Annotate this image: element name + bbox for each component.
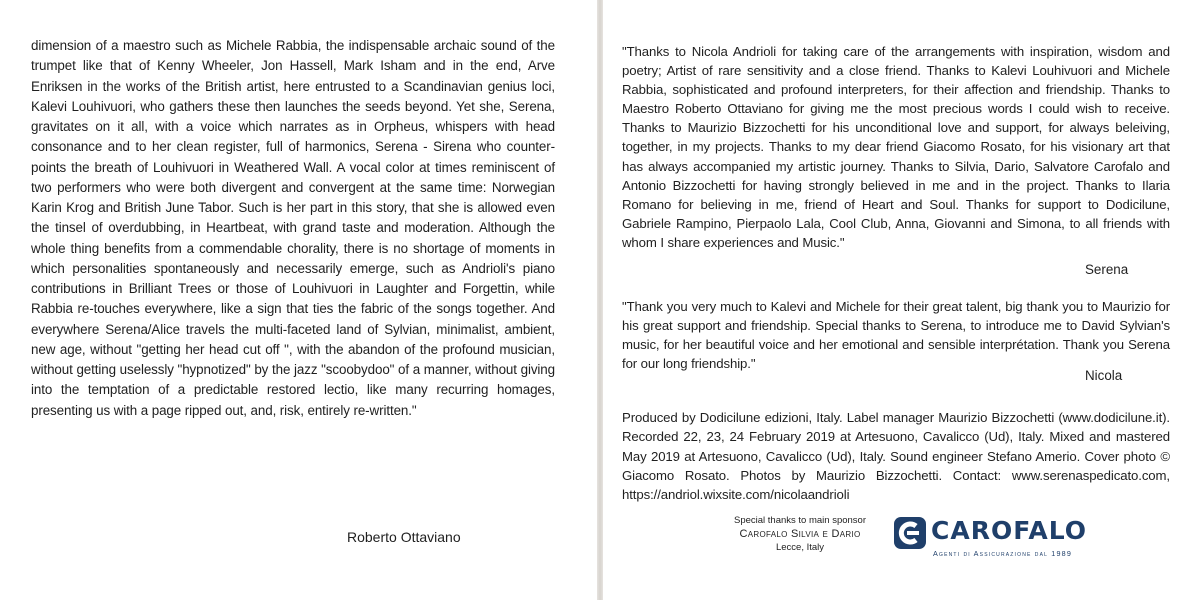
logo-name: CAROFALO — [931, 516, 1088, 545]
sponsor-line-3: Lecce, Italy — [775, 542, 825, 553]
carofalo-logo — [893, 516, 1193, 566]
signature-serena: Serena — [1085, 262, 1129, 277]
essay-signature: Roberto Ottaviano — [347, 529, 461, 545]
sponsor-line-1: Special thanks to main sponsor — [733, 515, 867, 526]
production-credits: Produced by Dodicilune edizioni, Italy. Label manager Maurizio Bizzochetti (www.dodicilune.it). Recorded 22, 23, 24 February 2019 at Artesuono, Cavalicco (Ud), Italy. Mixed and mastered May 2019 at Artesuono, Cavalicco (Ud), Italy. Sound engineer Stefano Amerio. Cover photo © Giacomo Rosato. Photos by Maurizio Bizzochetti. Contact: www.serenaspedicato.com, https://andriol.wixsite.com/nicolaandrioli — [622, 410, 1170, 503]
sponsor-note — [700, 514, 900, 555]
signature-nicola: Nicola — [1085, 368, 1123, 383]
thanks-quote-serena: "Thanks to Nicola Andrioli for taking care of the arrangements with inspiration, wisdom and poetry; Artist of rare sensitivity and a close friend. Thanks to Kalevi Louhivuori and Michele Rabbia, sophisticated and profound interpreters, for their affection and friendship. Thanks to Maestro Roberto Ottaviano for giving me the most precious words I could wish to receive. Thanks to Maurizio Bizzochetti for his unconditional love and support, for always beleiving, together, in my projects. Thanks to my dear friend Giacomo Rosato, for his visionary art that has always accompanied my artistic journey. Thanks to Silvia, Dario, Salvatore Carofalo and Antonio Bizzochetti for having strongly believed in me and in the project. Thanks to Ilaria Romano for believing in me, friend of Heart and Soul. Thanks for support to Dodicilune, Gabriele Rampino, Pierpaolo Lala, Cool Club, Anna, Giovanni and Simona, to all friends with whom I share experiences and Music." — [622, 44, 1170, 250]
thanks-quote-nicola: "Thank you very much to Kalevi and Michele for their great talent, big thank you to Maurizio for his great support and friendship. Special thanks to Serena, to introduce me to David Sylvian's music, for her beautiful voice and her emotional and sensible interprétation. Thank you Serena for our long friendship." — [622, 299, 1170, 372]
logo-tagline: Agenti di Assicurazione dal 1989 — [933, 549, 1073, 558]
essay-text: dimension of a maestro such as Michele Rabbia, the indispensable archaic sound of the trumpet like that of Kenny Wheeler, Jon Hassell, Mark Isham and in the end, Arve Enriksen in the works of the British artist, here entrusted to a Scandinavian genius loci, Kalevi Louhivuori, who gathers these then launches the seeds beyond. Yet she, Serena, gravitates on it all, with a voice which narrates as in Orpheus, whispers with head consonance and to her clean register, full of harmonics, Serena - Sirena who counter-points the breath of Louhivuori in Weathered Wall. A vocal color at times reminiscent of two performers who were both divergent and convergent at the same time: Norwegian Karin Krog and British June Tabor. Such is her part in this story, that she is allowed even the tinsel of overdubbing, in Heartbeat, with grand taste and moderation. Although the whole thing benefits from a commendable chorality, there is no shortage of moments in which personalities spontaneously and necessarily emerge, such as Andrioli's piano contributions in Brilliant Trees or those of Louhivuori in Laughter and Forgettin, while Rabbia re-touches everywhere, like a sign that ties the fabric of the songs together. And everywhere Serena/Alice travels the multi-faceted land of Sylvian, minimalist, ambient, new age, without "getting her head cut off ", with the abandon of the profound musician, without getting uselessly "hypnotized" by the jazz "scoobydoo" of a manner, without giving into the temptation of a predictable restored lectio, like many recurring homages, presenting us with a page ripped out, and, risk, entirely re-written." — [31, 38, 555, 418]
sponsor-line-2: Carofalo Silvia e Dario — [739, 527, 861, 540]
carofalo-logo-mark-icon — [893, 516, 927, 550]
